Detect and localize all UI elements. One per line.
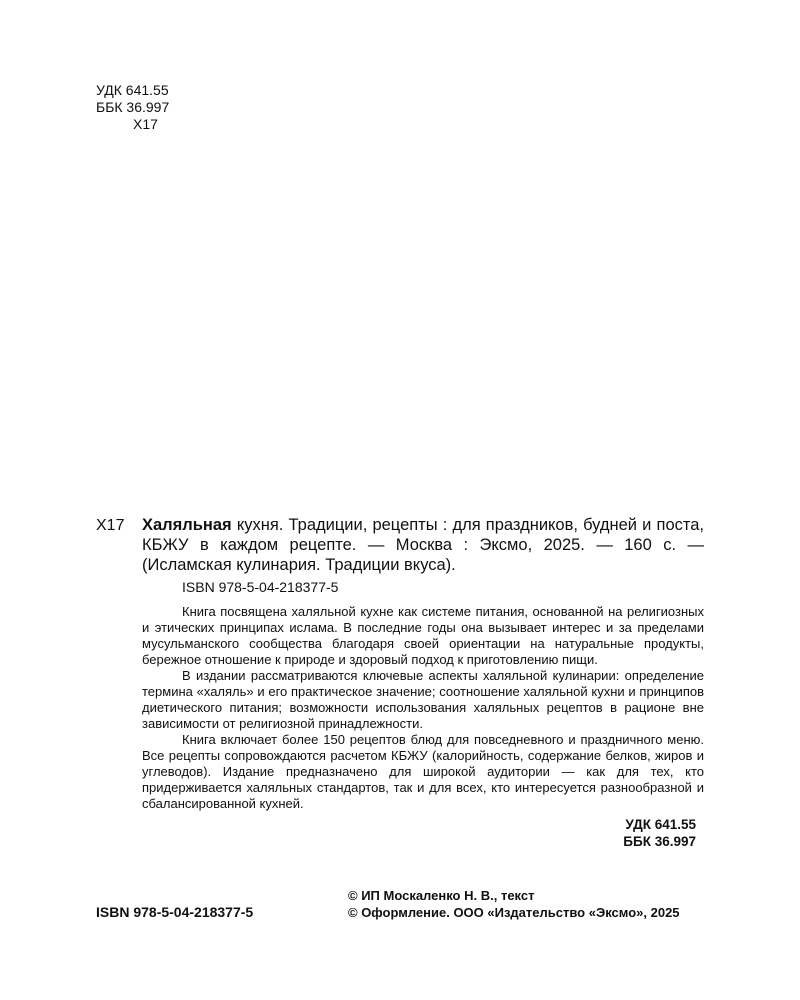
udk-code: УДК 641.55: [96, 82, 169, 98]
author-mark: Х17: [133, 116, 158, 132]
annotation-paragraph: В издании рассматриваются ключевые аспекты халяльной кулинарии: определение термина «халяль» и его практическое значение; соотношение халяльной кухни и принципов диетического питания; возможности использования халяльных рецептов в рационе вне зависимости от религиозной принадлежности.: [142, 668, 704, 731]
bbk-code-bottom: ББК 36.997: [623, 834, 696, 849]
annotation-paragraph: Книга посвящена халяльной кухне как системе питания, основанной на религиозных и этических принципах ислама. В последние годы она вызывает интерес и за пределами мусульманского сообщества благодаря своей ориентации на натуральные продукты, бережное отношение к природе и здоровый подход к приготовлению пищи.: [142, 604, 704, 667]
annotation: [142, 604, 704, 812]
annotation-paragraph: Книга включает более 150 рецептов блюд для повседневного и праздничного меню. Все рецепты сопровождаются расчетом КБЖУ (калорийность, содержание белков, жиров и углеводов). Издание предназначено для широкой аудитории — как для тех, кто придерживается халяльных стандартов, так и для всех, кто интересуется разнообразной и сбалансированной кухней.: [142, 732, 704, 811]
title-bold: Халяльная: [142, 516, 232, 534]
bbk-code: ББК 36.997: [96, 99, 170, 115]
classification-footer: [580, 816, 696, 850]
footer-isbn: ISBN 978-5-04-218377-5: [96, 904, 254, 920]
copyright-design: © Оформление. ООО «Издательство «Эксмо», 2025: [348, 905, 680, 920]
udk-code-bottom: УДК 641.55: [625, 817, 696, 832]
title-rest: кухня. Традиции, рецепты : для праздников, будней и поста, КБЖУ в каждом рецепте. — Москва : Эксмо, 2025. — 160 с. — (Исламская кулинария. Традиции вкуса).: [142, 516, 704, 574]
entry-author-mark: Х17: [96, 517, 125, 534]
entry-isbn: ISBN 978-5-04-218377-5: [182, 579, 339, 595]
copyright-text: © ИП Москаленко Н. В., текст: [348, 888, 535, 903]
classification-header: [96, 82, 169, 133]
bibliographic-entry: [142, 515, 704, 575]
copyright-block: [348, 887, 680, 921]
